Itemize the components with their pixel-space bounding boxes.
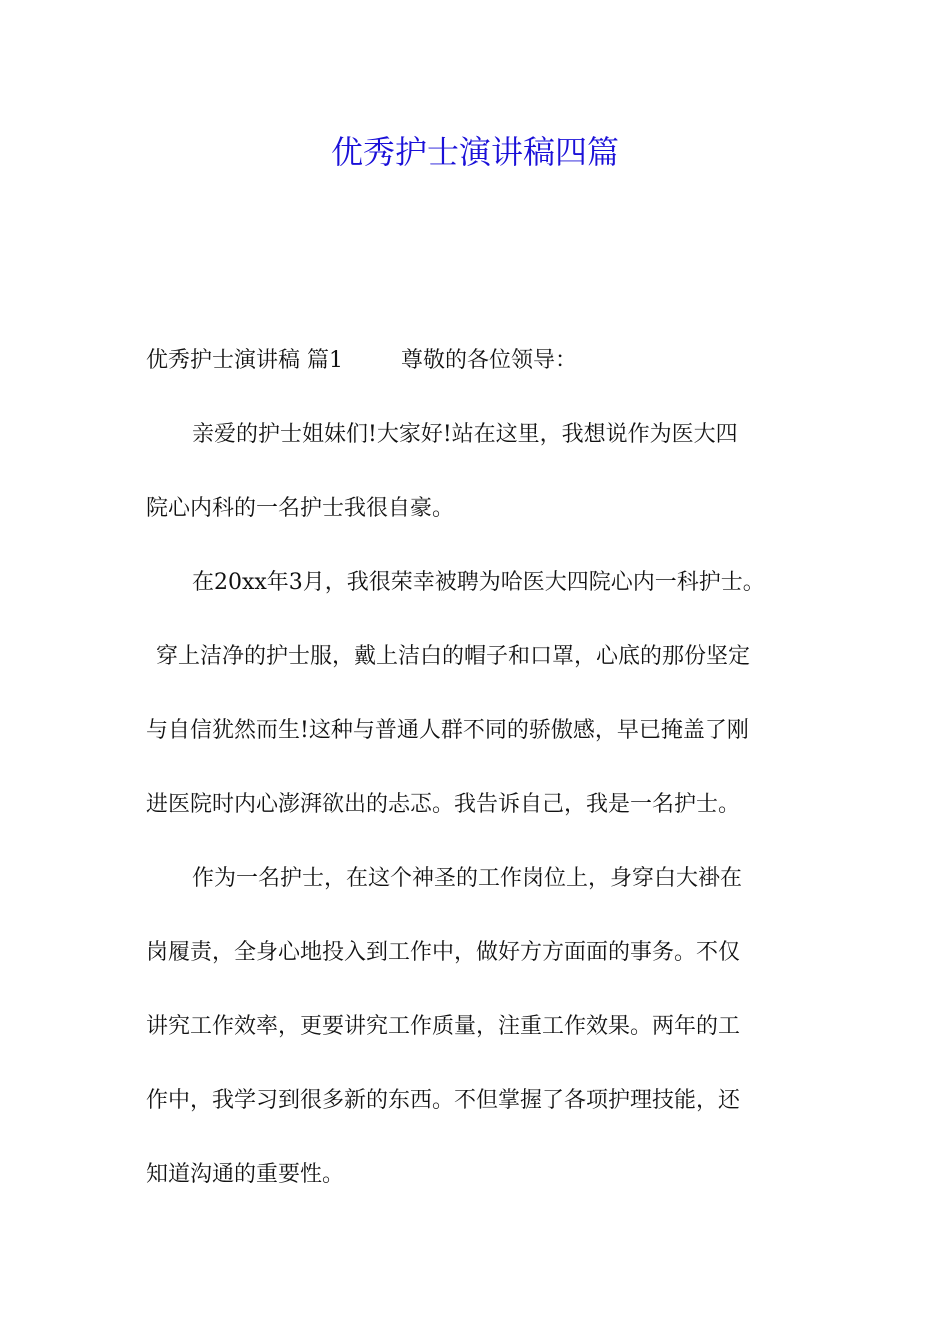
paragraph-line: 在20xx年3月，我很荣幸被聘为哈医大四院心内一科护士。 (192, 570, 765, 595)
paragraph-line: 讲究工作效率，更要讲究工作质量，注重工作效果。两年的工 (146, 1014, 741, 1039)
section-label: 优秀护士演讲稿 篇1 (146, 348, 343, 373)
paragraph-line: 作为一名护士，在这个神圣的工作岗位上，身穿白大褂在 (192, 866, 743, 891)
document-body (146, 343, 811, 1231)
section-heading-line (146, 343, 811, 417)
paragraph-line: 与自信犹然而生!这种与普通人群不同的骄傲感，早已掩盖了刚 (146, 718, 749, 743)
paragraph-line: 进医院时内心澎湃欲出的忐忑。我告诉自己，我是一名护士。 (146, 792, 741, 817)
salutation: 尊敬的各位领导： (401, 348, 578, 373)
paragraph-line: 知道沟通的重要性。 (146, 1162, 345, 1187)
paragraph-line: 亲爱的护士姐妹们!大家好!站在这里，我想说作为医大四 (192, 422, 738, 447)
paragraph-line: 穿上洁净的护士服，戴上洁白的帽子和口罩，心底的那份坚定 (156, 644, 751, 669)
paragraph-line: 岗履责，全身心地投入到工作中，做好方方面面的事务。不仅 (146, 940, 741, 965)
paragraph-line: 作中，我学习到很多新的东西。不但掌握了各项护理技能，还 (146, 1088, 741, 1113)
paragraph-line: 院心内科的一名护士我很自豪。 (146, 496, 455, 521)
document-title: 优秀护士演讲稿四篇 (330, 133, 619, 171)
